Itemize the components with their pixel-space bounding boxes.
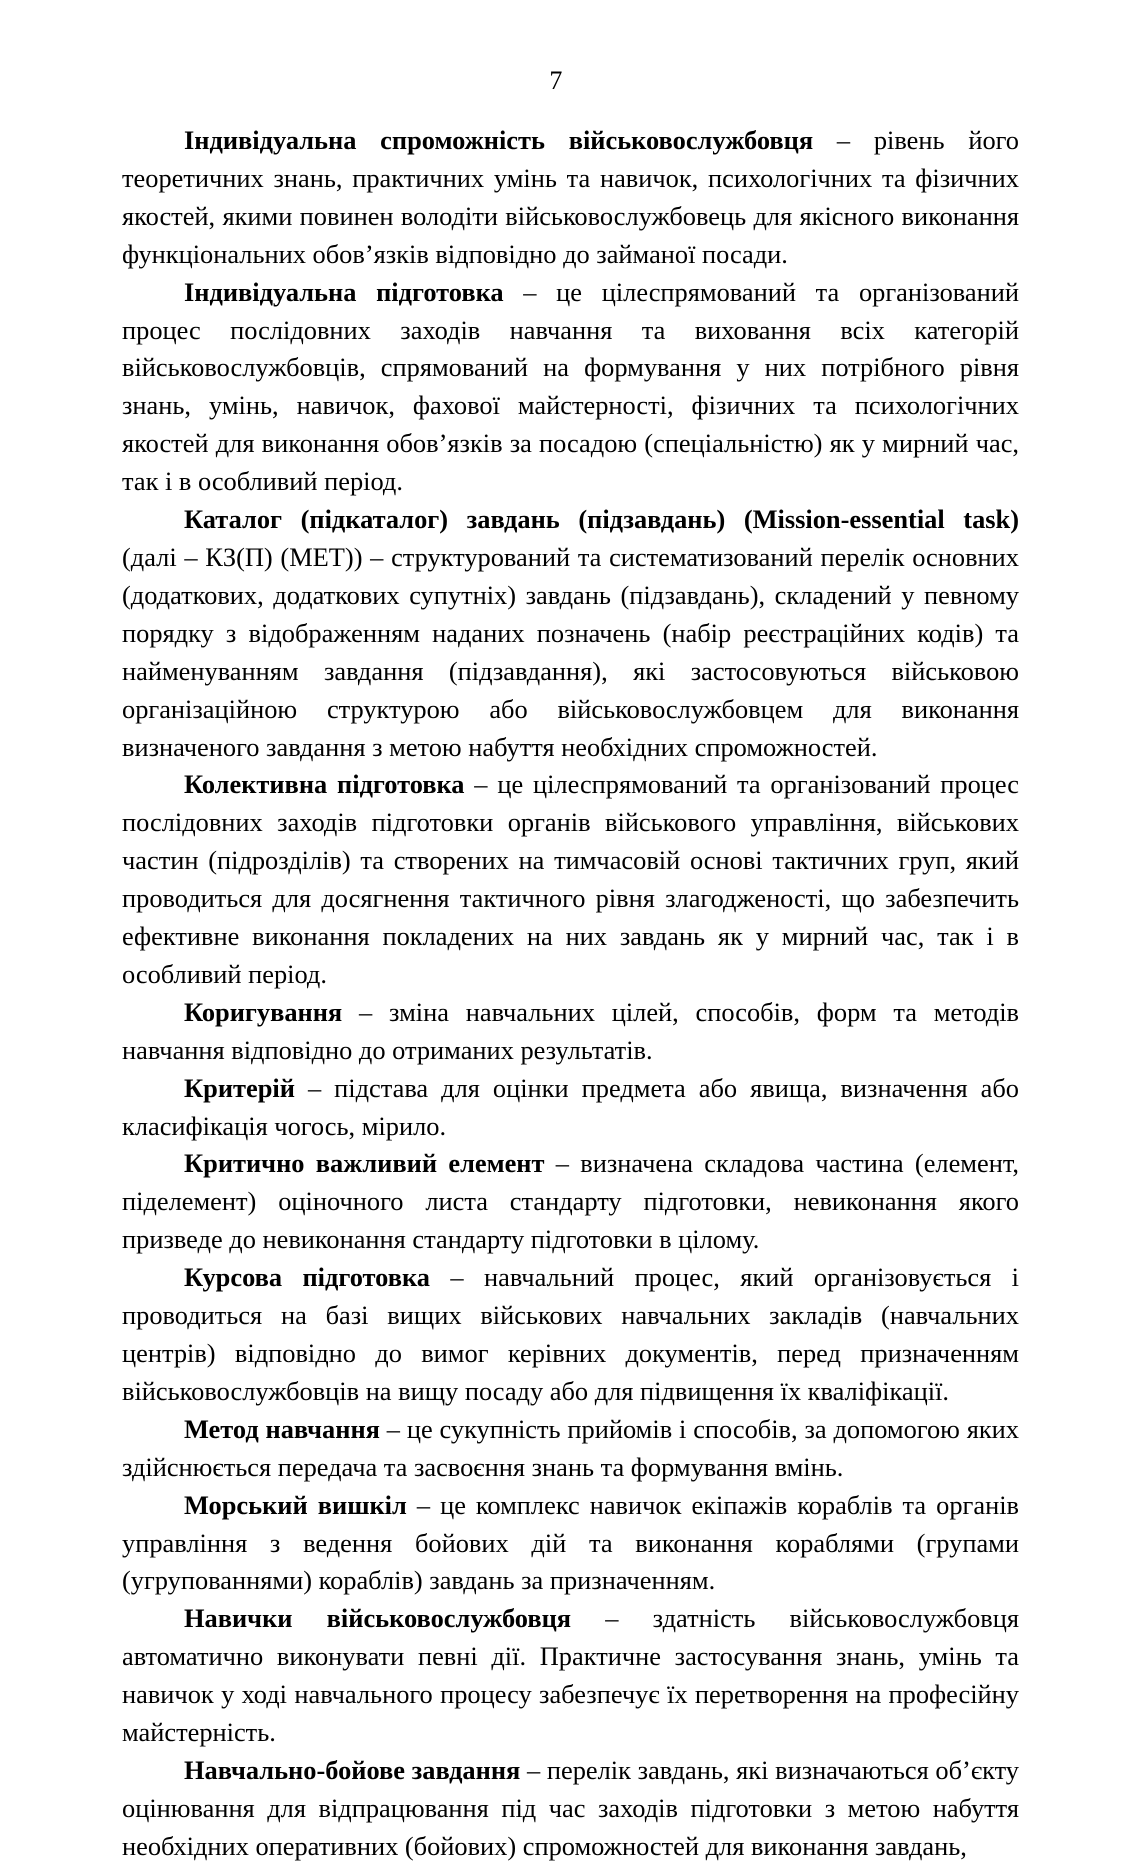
page-number: 7 (549, 66, 563, 95)
glossary-term: Колективна підготовка (184, 769, 465, 800)
glossary-term: Морський вишкіл (184, 1489, 407, 1520)
glossary-entry (122, 501, 1019, 766)
glossary-definition: – навчальний процес, який організовується і проводиться на базі вищих військових навчальних закладів (навчальних центрів) відповідно до вимог керівних документів, перед призначенням військовослужбовців на вищу посаду або для підвищення їх кваліфікації. (122, 1262, 1019, 1406)
glossary-term: Навчально-бойове завдання (184, 1754, 521, 1785)
glossary-entry (122, 1752, 1019, 1866)
glossary-entry (122, 122, 1019, 274)
glossary-term: Коригування (184, 996, 343, 1027)
glossary-term: Критерій (184, 1072, 295, 1103)
glossary-definition: – здатність військовослужбовця автоматично виконувати певні дії. Практичне застосування знань, умінь та навичок у ході навчального процесу забезпечує їх перетворення на професійну майстерність. (122, 1603, 1019, 1748)
glossary-term: Критично важливий елемент (184, 1148, 545, 1179)
glossary-term: Курсова підготовка (184, 1262, 430, 1293)
glossary-entry (122, 274, 1019, 501)
glossary-entry (122, 1259, 1019, 1411)
glossary-definition: – зміна навчальних цілей, способів, форм та методів навчання відповідно до отриманих результатів. (122, 996, 1019, 1065)
glossary-entry (122, 994, 1019, 1070)
glossary-definition: – це цілеспрямований та організований процес послідовних заходів підготовки органів військового управління, військових частин (підрозділів) та створених на тимчасовій основі тактичних груп, який проводиться для досягнення тактичного рівня злагодженості, що забезпечить ефективне виконання покладених на них завдань як у мирний час, так і в особливий період. (122, 769, 1019, 989)
glossary-entry (122, 1600, 1019, 1752)
glossary-term: Індивідуальна спроможність військовослужбовця (184, 125, 814, 155)
glossary-definition: – перелік завдань, які визначаються об’єкту оцінювання для відпрацювання під час заходів підготовки з метою набуття необхідних оперативних (бойових) спроможностей для виконання завдань, (122, 1754, 1019, 1861)
glossary-term: Метод навчання (184, 1413, 380, 1444)
glossary-entry (122, 1411, 1019, 1487)
glossary-definition: (далі – КЗ(П) (МЕТ)) – структурований та систематизований перелік основних (додаткових, додаткових супутніх) завдань (підзавдань), складений у певному порядку з відображенням наданих позначень (набір реєстраційних кодів) та найменуванням завдання (підзавдання), які застосовуються військовою організаційною структурою або військовослужбовцем для виконання визначеного завдання з метою набуття необхідних спроможностей. (122, 541, 1019, 762)
glossary-entry (122, 1145, 1019, 1259)
glossary-term: Індивідуальна підготовка (184, 276, 504, 307)
glossary-entry (122, 1070, 1019, 1146)
glossary-entry (122, 1487, 1019, 1601)
glossary-definition: – це цілеспрямований та організований процес послідовних заходів навчання та виховання всіх категорій військовослужбовців, спрямований на формування у них потрібного рівня знань, умінь, навичок, фахової майстерності, фізичних та психологічних якостей для виконання обов’язків за посадою (спеціальністю) як у мирний час, так і в особливий період. (122, 276, 1019, 497)
glossary-term: Каталог (підкаталог) завдань (підзавдань) (Mission-essential task) (184, 504, 1019, 535)
glossary-definition: – це комплекс навичок екіпажів кораблів та органів управління з ведення бойових дій та виконання кораблями (групами (угрупованнями) кораблів) завдань за призначенням. (122, 1489, 1019, 1596)
glossary-definition: – рівень його теоретичних знань, практичних умінь та навичок, психологічних та фізичних якостей, якими повинен володіти військовослужбовець для якісного виконання функціональних обов’язків відповідно до займаної посади. (122, 125, 1019, 269)
glossary-definition: – визначена складова частина (елемент, піделемент) оціночного листа стандарту підготовки, невиконання якого призведе до невиконання стандарту підготовки в цілому. (122, 1148, 1019, 1255)
glossary-definition: – підстава для оцінки предмета або явища, визначення або класифікація чогось, мірило. (122, 1072, 1019, 1141)
glossary-definition: – це сукупність прийомів і способів, за допомогою яких здійснюється передача та засвоєння знань та формування вмінь. (122, 1413, 1019, 1482)
page-body-text (122, 122, 1019, 1866)
glossary-term: Навички військовослужбовця (184, 1603, 572, 1634)
glossary-entry (122, 766, 1019, 993)
